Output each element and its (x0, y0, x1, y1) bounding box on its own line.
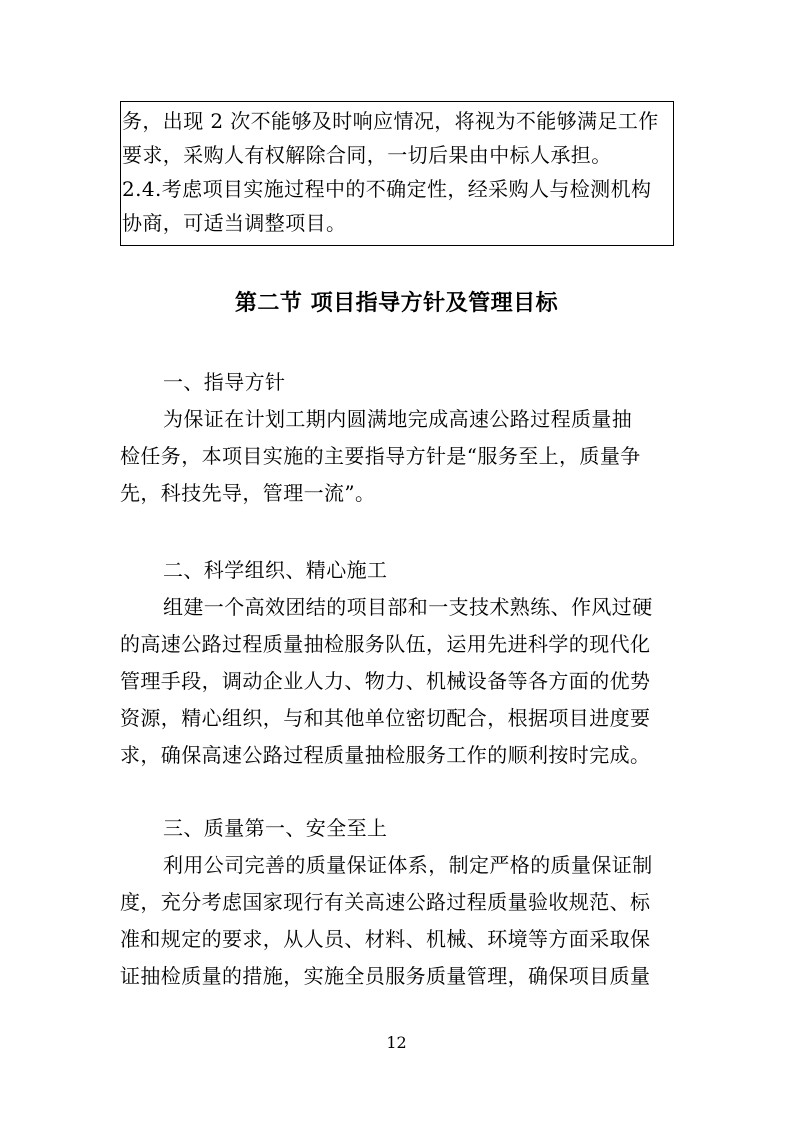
section-quality-first (120, 810, 680, 995)
paragraph-line: 检任务，本项目实施的主要指导方针是“服务至上，质量争 (120, 444, 641, 468)
section-guiding-policy (120, 364, 680, 512)
paragraph-line: 利用公司完善的质量保证体系，制定严格的质量保证制 (163, 853, 653, 877)
section-heading: 二、科学组织、精心施工 (163, 558, 388, 582)
boxed-text-line: 要求，采购人有权解除合同，一切后果由中标人承担。 (122, 143, 612, 167)
boxed-text-line: 务，出现 2 次不能够及时响应情况，将视为不能够满足工作 (122, 109, 659, 133)
paragraph-line: 度，充分考虑国家现行有关高速公路过程质量验收规范、标 (120, 890, 651, 914)
paragraph-line: 管理手段，调动企业人力、物力、机械设备等各方面的优势 (120, 669, 651, 693)
paragraph-line: 先，科技先导，管理一流”。 (120, 481, 376, 505)
section-heading: 一、指导方针 (163, 370, 286, 394)
page-number: 12 (386, 1033, 407, 1052)
paragraph-line: 的高速公路过程质量抽检服务队伍，运用先进科学的现代化 (120, 632, 651, 656)
paragraph-line: 证抽检质量的措施，实施全员服务质量管理，确保项目质量 (120, 964, 651, 988)
boxed-text-frame (120, 101, 674, 246)
boxed-text-line: 协商，可适当调整项目。 (122, 211, 347, 235)
paragraph-line: 为保证在计划工期内圆满地完成高速公路过程质量抽 (163, 407, 633, 431)
paragraph-line: 组建一个高效团结的项目部和一支技术熟练、作风过硬 (163, 595, 653, 619)
section-heading: 三、质量第一、安全至上 (163, 816, 388, 840)
paragraph-line: 求，确保高速公路过程质量抽检服务工作的顺利按时完成。 (120, 743, 651, 767)
section-title: 第二节 项目指导方针及管理目标 (234, 291, 559, 316)
boxed-text-line: 2.4.考虑项目实施过程中的不确定性，经采购人与检测机构 (122, 177, 652, 201)
paragraph-line: 资源，精心组织，与和其他单位密切配合，根据项目进度要 (120, 706, 651, 730)
paragraph-line: 准和规定的要求，从人员、材料、机械、环境等方面采取保 (120, 927, 651, 951)
section-scientific-organization (120, 552, 680, 774)
